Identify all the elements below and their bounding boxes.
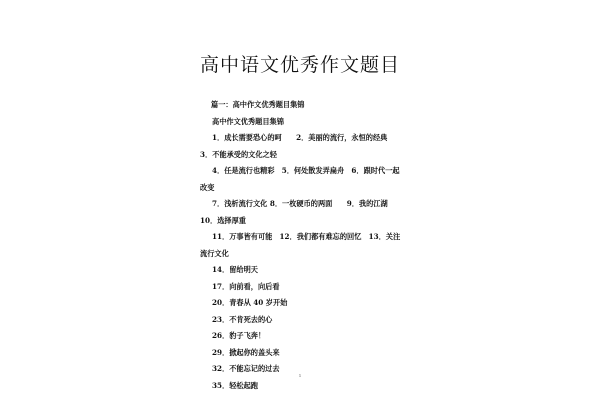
text-line: 17．向前看，向后看 xyxy=(212,281,280,291)
text-line: 1．成长需要恐心的呵 2．美丽的流行，永恒的经典 xyxy=(212,133,388,142)
text-line: 改变 xyxy=(200,182,215,192)
text-line: 23．不肯死去的心 xyxy=(212,314,273,324)
text-line: 3．不能承受的文化之轻 xyxy=(200,149,277,159)
page-number: 1 xyxy=(298,373,302,378)
text-line: 14．留给明天 xyxy=(212,265,258,274)
document-title: 高中语文优秀作文题目 xyxy=(199,54,400,76)
document-body xyxy=(200,97,415,394)
text-line: 10．选择厚重 xyxy=(200,215,246,225)
text-line: 4．任是流行也精彩 5．何处散发弄扁舟 6．跟时代一起 xyxy=(212,166,400,175)
text-line: 7．浅析流行文化 8．一枚硬币的两面 9．我的江湖 xyxy=(212,199,388,208)
text-line: 20．青春从 40 岁开始 xyxy=(212,298,288,307)
text-line: 32．不能忘记的过去 xyxy=(212,364,280,373)
text-line: 流行文化 xyxy=(200,248,229,258)
text-line: 29．掀起你的盖头来 xyxy=(212,347,280,357)
text-line: 35．轻松起跑 xyxy=(212,380,258,390)
text-line: 11．万事皆有可能 12．我们都有难忘的回忆 13．关注 xyxy=(212,232,401,241)
text-line: 高中作文优秀题目集锦 xyxy=(212,116,284,126)
text-line: 26．豹子飞奔！ xyxy=(212,331,266,340)
text-line: 篇一：高中作文优秀题目集锦 xyxy=(211,100,305,109)
